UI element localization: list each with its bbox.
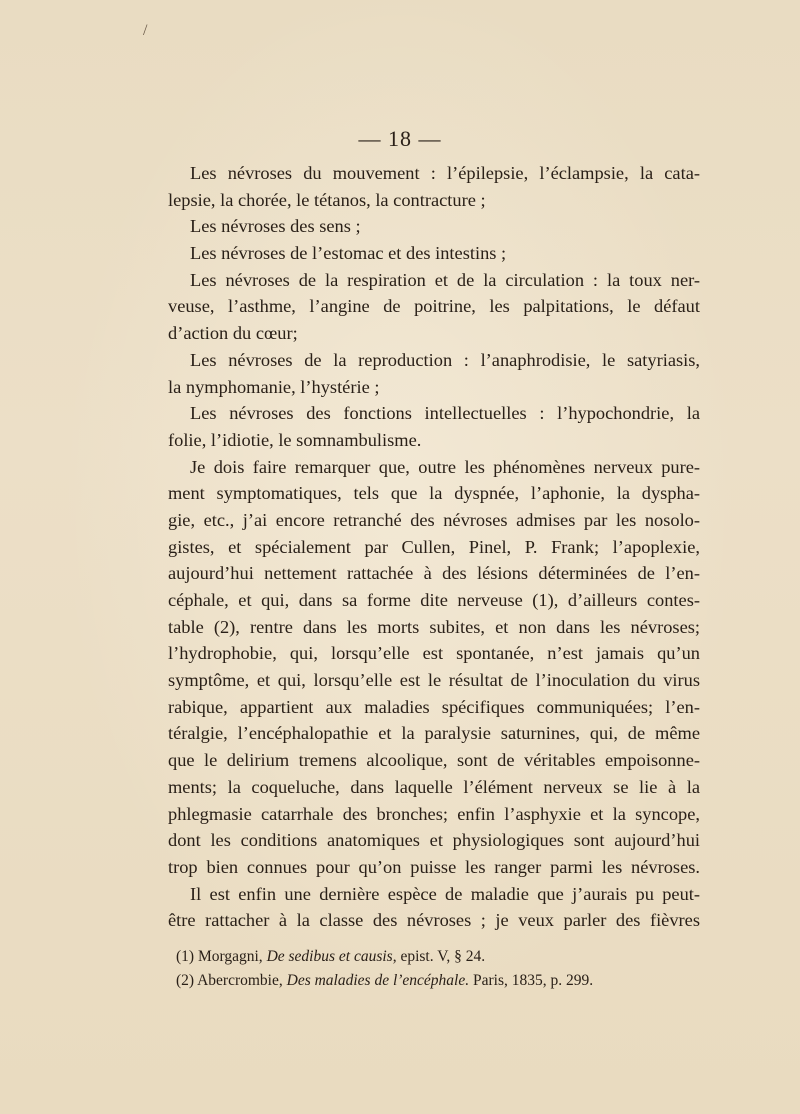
text-line: table (2), rentre dans les morts subites, et non dans les névroses;: [168, 616, 700, 637]
text-line: Je dois faire remarquer que, outre les phénomènes nerveux pure-: [190, 456, 700, 477]
footnote-1: [176, 945, 706, 969]
text-line: folie, l’idiotie, le somnambulisme.: [168, 429, 422, 450]
text-line: Les névroses de la respiration et de la circulation : la toux ner-: [190, 269, 700, 290]
text-line: téralgie, l’encéphalopathie et la paralysie saturnines, qui, de même: [168, 723, 700, 744]
text-line: symptôme, et qui, lorsqu’elle est le résultat de l’inoculation du virus: [168, 670, 700, 691]
footnote-2: [176, 969, 706, 993]
text-line: ments; la coqueluche, dans laquelle l’élément nerveux se lie à la: [168, 776, 700, 797]
text-line: gistes, et spécialement par Cullen, Pinel, P. Frank; l’apoplexie,: [168, 536, 700, 557]
text-line: Les névroses des fonctions intellectuelles : l’hypochondrie, la: [190, 403, 700, 424]
footnote-title: Des maladies de l’encéphale.: [286, 972, 470, 989]
corner-pencil-mark: /: [143, 22, 148, 39]
text-line: Les névroses de l’estomac et des intestins ;: [190, 243, 507, 264]
text-line: céphale, et qui, dans sa forme dite nerveuse (1), d’ailleurs contes-: [168, 590, 700, 610]
text-line: gie, etc., j’ai encore retranché des névroses admises par les nosolo-: [168, 509, 700, 530]
text-line: lepsie, la chorée, le tétanos, la contracture ;: [168, 189, 486, 210]
text-line: trop bien connues pour qu’on puisse les ranger parmi les névroses.: [168, 856, 700, 877]
text-line: l’hydrophobie, qui, lorsqu’elle est spontanée, n’est jamais qu’un: [168, 643, 700, 664]
text-line: Les névroses des sens ;: [190, 216, 361, 237]
footnote-author: (2) Abercrombie,: [176, 972, 287, 989]
footnotes: [176, 945, 706, 993]
text-line: ment symptomatiques, tels que la dyspnée, l’aphonie, la dyspha-: [168, 483, 700, 504]
text-line: aujourd’hui nettement rattachée à des lésions déterminées de l’en-: [168, 563, 700, 584]
text-line: phlegmasie catarrhale des bronches; enfin l’asphyxie et la syncope,: [168, 803, 700, 824]
text-line: dont les conditions anatomiques et physiologiques sont aujourd’hui: [168, 830, 700, 851]
footnote-reference: , epist. V, § 24.: [392, 948, 486, 965]
text-line: Les névroses du mouvement : l’épilepsie, l’éclampsie, la cata-: [190, 163, 700, 183]
text-line: d’action du cœur;: [168, 323, 298, 344]
footnote-title: De sedibus et causis: [266, 948, 393, 965]
text-line: la nymphomanie, l’hystérie ;: [168, 376, 380, 397]
body-text: [168, 160, 700, 934]
footnote-reference: Paris, 1835, p. 299.: [469, 972, 594, 989]
text-line: que le delirium tremens alcoolique, sont de véritables empoisonne-: [168, 750, 700, 771]
text-line: Il est enfin une dernière espèce de maladie que j’aurais pu peut-: [190, 883, 700, 904]
page-number: — 18 —: [358, 126, 442, 151]
text-line: rabique, appartient aux maladies spécifiques communiquées; l’en-: [168, 696, 700, 717]
text-line: être rattacher à la classe des névroses ; je veux parler des fièvres: [168, 910, 700, 931]
footnote-author: (1) Morgagni,: [176, 948, 267, 965]
text-line: Les névroses de la reproduction : l’anaphrodisie, le satyriasis,: [190, 349, 700, 370]
text-line: veuse, l’asthme, l’angine de poitrine, les palpitations, le défaut: [168, 296, 700, 317]
